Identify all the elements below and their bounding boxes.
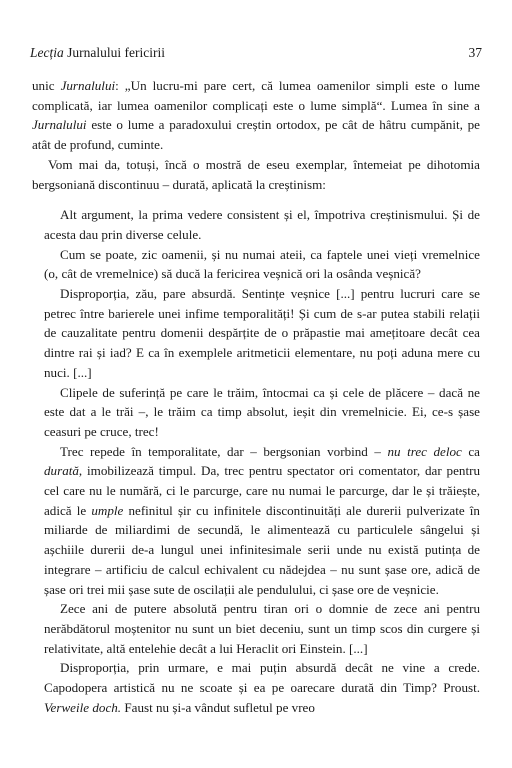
italic-text: umple <box>91 502 124 518</box>
italic-text: Jurnalului <box>60 78 116 93</box>
page-number: 37 <box>468 45 482 60</box>
quote-paragraph <box>44 442 480 600</box>
chapter-title-italic: Lecția <box>30 45 64 60</box>
intro-text <box>32 76 480 194</box>
quote-paragraph <box>44 284 480 383</box>
text-run: , imobilizează timpul. Da, trec pentru spectator ori comentator, dar pentru cel care nu le numără, ci le parcurge, care nu numai le parcurge, dar le și trăiește, adică le <box>44 463 480 518</box>
text-run: unic <box>32 78 61 93</box>
text-run: Faust nu și-a vândut sufletul pe vreo <box>121 699 315 715</box>
intro-paragraph <box>32 76 480 155</box>
chapter-title <box>30 45 165 61</box>
page-body <box>32 76 480 718</box>
quote-paragraph <box>44 658 480 717</box>
text-run: nefinitul șir cu infinitele discontinuități ale durerii pulverizate în miliarde de miliardimi de secundă, le alimentează cu particulele sângelui și așchiile durerii de-a lungul unei infinitesimale serii unde nu există putința de integrare – artificiu de calcul echivalent cu nădejdea – nu sunt șase ore, adică de șase ori trei mii șase sute de oscilații ale pendulului, ci șase ore de veșnicie. <box>44 502 480 597</box>
text-run: Trec repede în temporalitate, dar – bergsonian vorbind – <box>60 443 388 459</box>
running-header <box>30 45 482 63</box>
chapter-title-text: Jurnalului fericirii <box>67 45 165 60</box>
italic-text: nu trec deloc <box>387 443 462 459</box>
italic-text: durată <box>44 463 79 479</box>
italic-text: Jurnalului <box>32 117 87 133</box>
text-run: Disproporția, prin urmare, e mai puțin absurdă decât ne vine a crede. Capodopera artistică nu ne scoate și ea pe oarecare durată din Timp? Proust. <box>44 660 480 696</box>
text-run: ca <box>461 443 480 459</box>
text-run: Zece ani de putere absolută pentru tiran ori o domnie de zece ani pentru nerăbdătorul moștenitor nu sunt un biet deceniu, sunt un timp scos din curgere și relativitate, altă entelehie decât a lui Heraclit ori Einstein. [...] <box>44 601 480 656</box>
block-quote <box>44 205 480 717</box>
italic-text: Verweile doch. <box>44 699 122 715</box>
quote-paragraph <box>44 205 480 244</box>
text-run: Cum se poate, zic oamenii, și nu numai ateii, ca faptele unei vieți vremelnice (o, cât de vremelnice) să ducă la fericirea veșnică ori la osânda veșnică? <box>44 246 480 282</box>
text-run: : „Un lucru-mi pare cert, că lumea oamenilor simpli este o lume complicată, iar lumea oamenilor complicați este o lume simplă“. Lumea în sine a <box>32 78 480 113</box>
quote-paragraph <box>44 383 480 442</box>
text-run: Clipele de suferință pe care le trăim, întocmai ca și cele de plăcere – dacă ne este dat a le trăi –, le trăim ca timp absolut, ieșit din vremelnicie. Ei, ce-s șase ceasuri pe cruce, trec! <box>44 384 480 439</box>
text-run: este o lume a paradoxului creștin ortodox, pe cât de hâtru cumpănit, pe atât de profund, cuminte. <box>32 117 480 153</box>
text-run: Vom mai da, totuși, încă o mostră de eseu exemplar, întemeiat pe dihotomia bergsoniană discontinuu – durată, aplicată la creștinism: <box>32 156 480 192</box>
quote-paragraph <box>44 599 480 658</box>
quote-paragraph <box>44 245 480 284</box>
text-run: Alt argument, la prima vedere consistent și el, împotriva creștinismului. Și de acesta dau prin diverse celule. <box>44 207 480 242</box>
text-run: Disproporția, zău, pare absurdă. Sentințe veșnice [...] pentru lucruri care se petrec între barierele unei infime temporalități! Și cum de s-ar putea stabili relații de cauzalitate pentru domenii despărțite de o prăpastie mai amețitoare decât cea dintre rai și iad? E ca în exemplele aritmeticii elementare, nu poți aduna mere cu nuci. [...] <box>44 286 480 380</box>
intro-paragraph <box>32 155 480 194</box>
